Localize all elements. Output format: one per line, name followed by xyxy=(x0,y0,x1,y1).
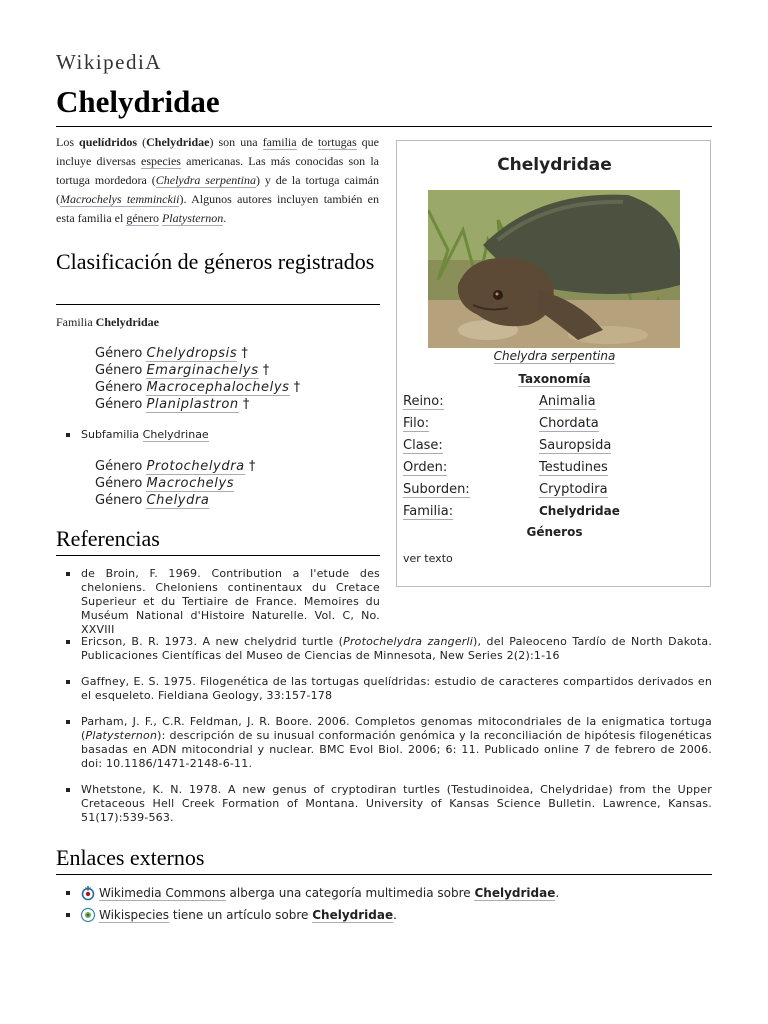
link-wikispecies[interactable]: Wikispecies xyxy=(99,908,170,922)
link-caption-species[interactable]: Chelydra serpentina xyxy=(493,349,616,363)
taxobox-label-suborden[interactable]: Suborden: xyxy=(403,482,470,497)
taxobox-value-testudines[interactable]: Testudines xyxy=(539,460,608,475)
genus-link-planiplastron[interactable]: Planiplastron xyxy=(146,397,239,412)
genus-item: Género Emarginachelys † xyxy=(95,363,270,378)
external-links-heading: Enlaces externos xyxy=(56,845,205,870)
wikipedia-logo[interactable]: WikipediA xyxy=(56,50,162,74)
taxobox xyxy=(396,140,711,587)
taxobox-label-orden[interactable]: Orden: xyxy=(403,460,448,475)
reference-item: Whetstone, K. N. 1978. A new genus of cryptodiran turtles (Testudinoidea, Chelydridae) from the Upper Cretaceous Hell Creek Formation of Montana. University of Kansas Science Bulletin. Lawrence, Kansas. 51(17):539-563. xyxy=(81,783,712,824)
link-chelydridae-species[interactable]: Chelydridae xyxy=(312,908,394,922)
taxobox-value-animalia[interactable]: Animalia xyxy=(539,394,596,409)
taxobox-genera-header: Géneros xyxy=(526,525,583,539)
link-especies[interactable]: especies xyxy=(141,154,181,168)
link-platysternon[interactable]: Platysternon xyxy=(161,211,224,225)
bullet-icon xyxy=(66,433,70,437)
genus-link-emarginachelys[interactable]: Emarginachelys xyxy=(146,363,259,378)
genus-link-macrochelys[interactable]: Macrochelys xyxy=(146,476,235,491)
link-familia[interactable]: familia xyxy=(262,135,297,149)
taxobox-caption xyxy=(397,349,712,363)
genus-link-macrocephalochelys[interactable]: Macrocephalochelys xyxy=(146,380,290,395)
title-divider xyxy=(56,126,712,127)
genus-item: Género Macrocephalochelys † xyxy=(95,380,301,395)
snapping-turtle-image[interactable] xyxy=(428,190,680,348)
genus-link-protochelydra[interactable]: Protochelydra xyxy=(146,459,245,474)
page-title: Chelydridae xyxy=(56,84,220,119)
genus-link-chelydropsis[interactable]: Chelydropsis xyxy=(146,346,238,361)
link-chelydra-serpentina[interactable]: Chelydra serpentina xyxy=(155,173,256,187)
genus-item: Género Protochelydra † xyxy=(95,459,256,474)
external-link-item: Wikimedia Commons alberga una categoría multimedia sobre Chelydridae. xyxy=(99,886,560,900)
references-divider xyxy=(56,555,380,556)
bullet-icon xyxy=(66,913,70,917)
link-macrochelys-temminckii[interactable]: Macrochelys temminckii xyxy=(60,192,180,206)
genus-item: Género Macrochelys xyxy=(95,476,235,491)
intro-paragraph: Los quelídridos (Chelydridae) son una familia de tortugas que incluye diversas especies americanas. Las más conocidas son la tortuga mordedora (Chelydra serpentina) y de la tortuga caimán (Macrochelys temminckii). Algunos autores incluyen también en esta familia el género Platysternon. xyxy=(56,135,380,225)
classification-divider xyxy=(56,304,380,305)
bullet-icon xyxy=(66,891,70,895)
genera-list-sub xyxy=(95,458,255,509)
reference-item: Parham, J. F., C.R. Feldman, J. R. Boore. 2006. Completos genomas mitocondriales de la enigmatica tortuga (Platysternon): descripción de su inusual conformación genómica y la reconciliación de hipótesis filogenéticas basadas en ADN mitocondrial y nuclear. BMC Evol Biol. 2006; 6: 11. Publicado online 7 de febrero de 2006. doi: 10.1186/1471-2148-6-11. xyxy=(81,715,712,770)
taxobox-value-cryptodira[interactable]: Cryptodira xyxy=(539,482,608,497)
turtle-photo-drawing xyxy=(428,190,680,348)
link-tortugas[interactable]: tortugas xyxy=(317,135,357,149)
genus-link-chelydra[interactable]: Chelydra xyxy=(146,493,210,508)
reference-item: Ericson, B. R. 1973. A new chelydrid turtle (Protochelydra zangerli), del Paleoceno Tardío de North Dakota. Publicaciones Científicas del Museo de Ciencias de Minnesota, New Series 2(2):1-16 xyxy=(81,635,713,662)
genus-item: Género Planiplastron † xyxy=(95,397,250,412)
bullet-icon xyxy=(66,788,70,792)
genus-item: Género Chelydra xyxy=(95,493,210,508)
references-heading: Referencias xyxy=(56,526,160,551)
link-chelydrinae[interactable]: Chelydrinae xyxy=(142,428,209,441)
bullet-icon xyxy=(66,720,70,724)
subfamily-line: Subfamilia Chelydrinae xyxy=(81,428,209,441)
link-wikimedia-commons[interactable]: Wikimedia Commons xyxy=(99,886,226,900)
bullet-icon xyxy=(66,640,70,644)
bullet-icon xyxy=(66,680,70,684)
taxobox-label-clase[interactable]: Clase: xyxy=(403,438,443,453)
taxobox-value-chelydridae: Chelydridae xyxy=(539,504,620,518)
taxobox-title: Chelydridae xyxy=(497,155,612,175)
link-genero[interactable]: género xyxy=(126,211,159,225)
bullet-icon xyxy=(66,572,70,576)
external-link-item: Wikispecies tiene un artículo sobre Chelydridae. xyxy=(99,908,397,922)
taxobox-label-reino[interactable]: Reino: xyxy=(403,394,444,409)
taxobox-label-filo[interactable]: Filo: xyxy=(403,416,430,431)
classification-heading: Clasificación de géneros registrados xyxy=(56,249,375,274)
taxobox-value-chordata[interactable]: Chordata xyxy=(539,416,599,431)
external-links-divider xyxy=(56,874,712,875)
reference-item: Gaffney, E. S. 1975. Filogenética de las tortugas quelídridas: estudio de caracteres compartidos derivados en el esqueleto. Fieldiana Geology, 33:157-178 xyxy=(81,675,712,702)
taxobox-value-sauropsida[interactable]: Sauropsida xyxy=(539,438,612,453)
reference-item: de Broin, F. 1969. Contribution a l'etude des cheloniens. Cheloniens continentaux du Cretace Superieur et du Tertiaire de France. Memoires du Muséum National d'Histoire Naturelle. Vol. C, No. XXVIII xyxy=(81,567,380,636)
taxobox-see-text: ver texto xyxy=(403,552,453,565)
family-line: Familia Chelydridae xyxy=(56,315,160,329)
taxobox-label-familia[interactable]: Familia: xyxy=(403,504,454,519)
genus-item: Género Chelydropsis † xyxy=(95,346,248,361)
link-taxonomia[interactable]: Taxonomía xyxy=(518,372,591,386)
taxonomy-header xyxy=(397,372,712,386)
genera-list-top xyxy=(95,345,300,413)
link-chelydridae-commons[interactable]: Chelydridae xyxy=(474,886,556,900)
